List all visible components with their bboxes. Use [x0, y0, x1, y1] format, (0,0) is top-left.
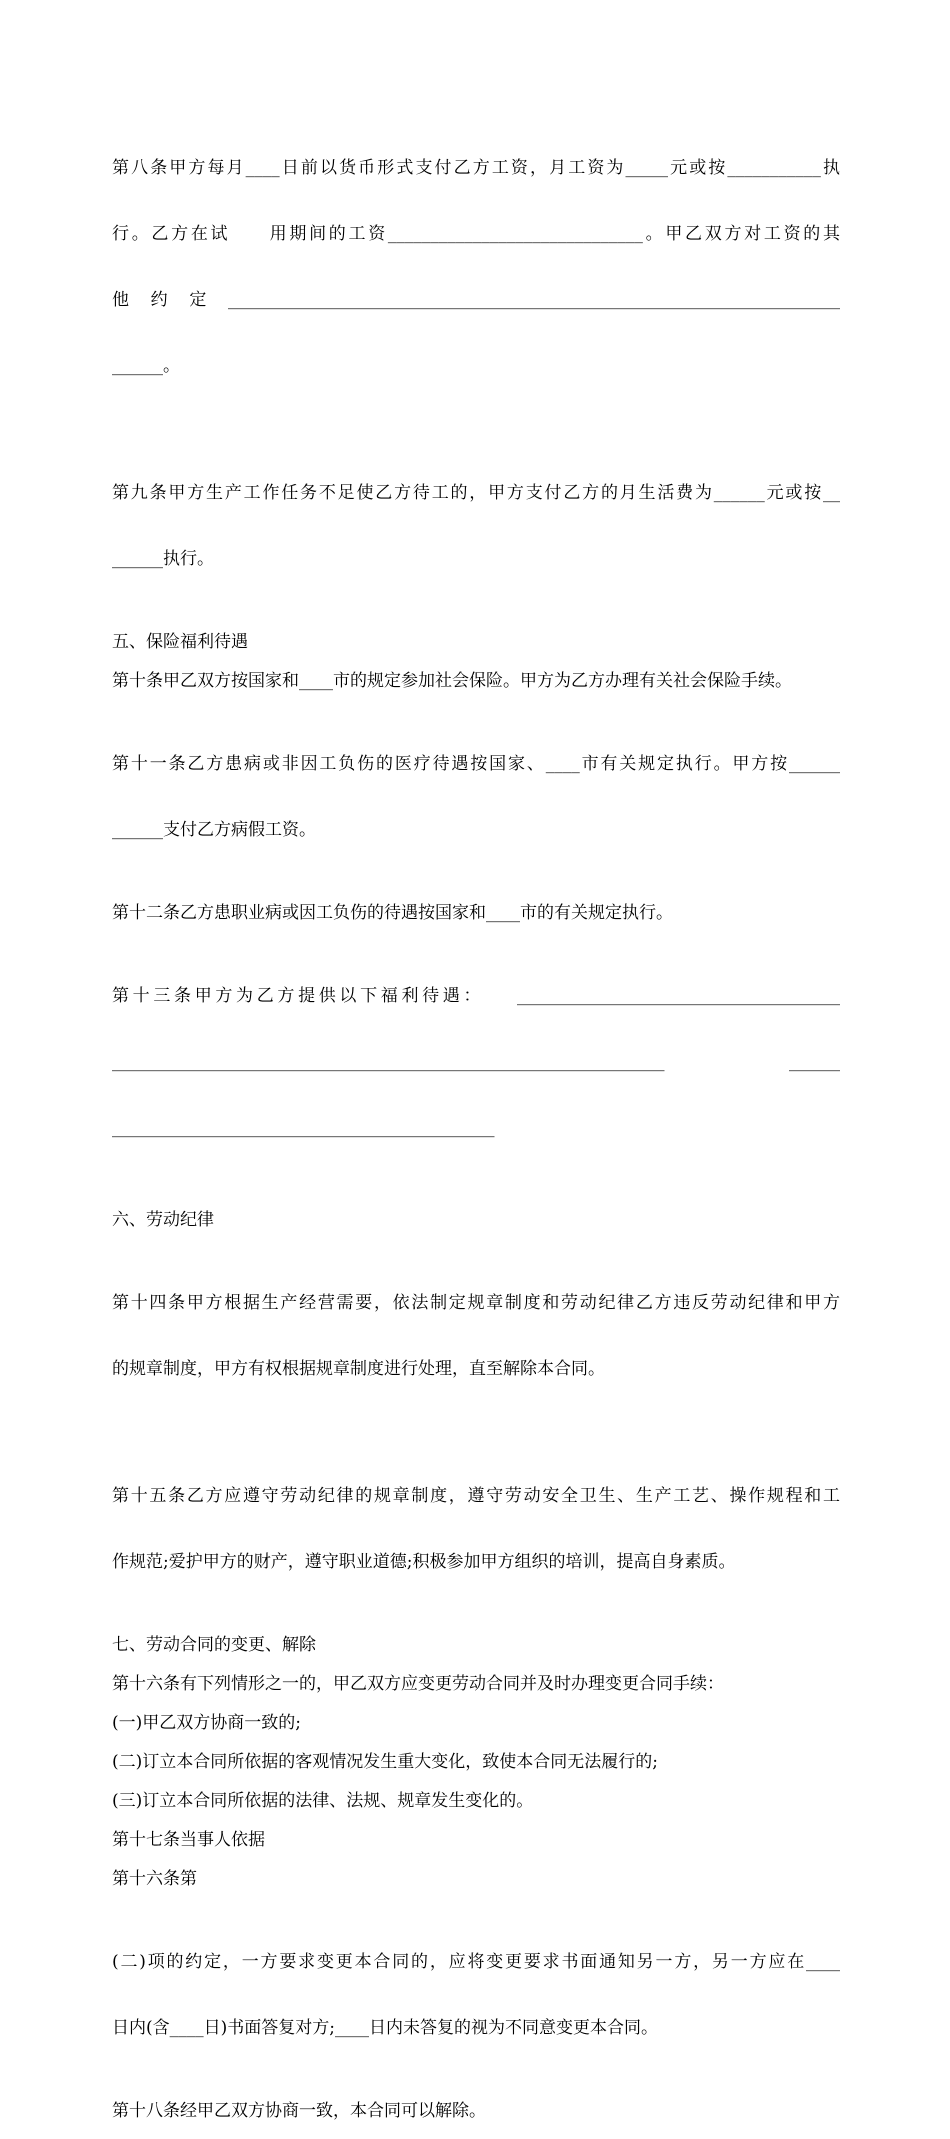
- article-16: 第十六条有下列情形之一的，甲乙双方应变更劳动合同并及时办理变更合同手续：: [112, 1674, 724, 1694]
- article-11: [112, 709, 840, 885]
- article-8-line-1: 第八条甲方每月____日前以货币形式支付乙方工资，月工资为_____元或按___________执: [112, 158, 840, 178]
- article-10: 第十条甲乙双方按国家和____市的规定参加社会保险。甲方为乙方办理有关社会保险手续。: [112, 671, 792, 691]
- article-15-line-1: 第十五条乙方应遵守劳动纪律的规章制度，遵守劳动安全卫生、生产工艺、操作规程和工: [112, 1486, 840, 1506]
- list-item-1: (一)甲乙双方协商一致的;: [112, 1713, 301, 1733]
- article-13: [112, 941, 840, 1183]
- article-17-line-1: (二)项的约定，一方要求变更本合同的，应将变更要求书面通知另一方，另一方应在____: [112, 1952, 840, 1972]
- article-14-line-2: 的规章制度，甲方有权根据规章制度进行处理，直至解除本合同。: [112, 1359, 605, 1379]
- article-13-line-2: _________________________________________________________________ ______: [112, 1052, 840, 1072]
- article-17-part-3: [112, 1907, 840, 2083]
- article-8-line-4: ______。: [112, 356, 180, 376]
- article-17-part-2: 第十六条第: [112, 1869, 197, 1889]
- article-17: 第十七条当事人依据: [112, 1830, 265, 1850]
- article-17-line-2: 日内(含____日)书面答复对方;____日内未答复的视为不同意变更本合同。: [112, 2018, 658, 2038]
- article-18: 第十八条经甲乙双方协商一致，本合同可以解除。: [112, 2101, 486, 2121]
- article-11-line-1: 第十一条乙方患病或非因工负伤的医疗待遇按国家、____市有关规定执行。甲方按______: [112, 754, 840, 774]
- article-8-line-2: 行。乙方在试 用期间的工资______________________________。甲乙双方对工资的其: [112, 224, 840, 244]
- article-14-line-1: 第十四条甲方根据生产经营需要，依法制定规章制度和劳动纪律乙方违反劳动纪律和甲方: [112, 1293, 840, 1313]
- contract-page: [112, 113, 840, 2139]
- article-15: [112, 1441, 840, 1617]
- article-13-line-3: _____________________________________________: [112, 1118, 495, 1138]
- article-15-line-2: 作规范;爱护甲方的财产，遵守职业道德;积极参加甲方组织的培训，提高自身素质。: [112, 1552, 736, 1572]
- article-9-line-1: 第九条甲方生产工作任务不足使乙方待工的，甲方支付乙方的月生活费为______元或按__: [112, 483, 840, 503]
- article-12: 第十二条乙方患职业病或因工负伤的待遇按国家和____市的有关规定执行。: [112, 903, 673, 923]
- article-8-line-3: 他约定________________________________________________________________________: [112, 290, 840, 310]
- article-9-line-2: ______执行。: [112, 549, 214, 569]
- article-11-line-2: ______支付乙方病假工资。: [112, 820, 316, 840]
- article-8: [112, 113, 840, 421]
- article-14: [112, 1248, 840, 1424]
- section-heading-6: 六、劳动纪律: [112, 1210, 214, 1230]
- section-heading-7: 七、劳动合同的变更、解除: [112, 1635, 316, 1655]
- article-13-line-1: 第十三条甲方为乙方提供以下福利待遇： ______________________________________: [112, 986, 840, 1006]
- list-item-2: (二)订立本合同所依据的客观情况发生重大变化，致使本合同无法履行的;: [112, 1752, 658, 1772]
- article-9: [112, 438, 840, 614]
- list-item-3: (三)订立本合同所依据的法律、法规、规章发生变化的。: [112, 1791, 534, 1811]
- section-heading-5: 五、保险福利待遇: [112, 632, 248, 652]
